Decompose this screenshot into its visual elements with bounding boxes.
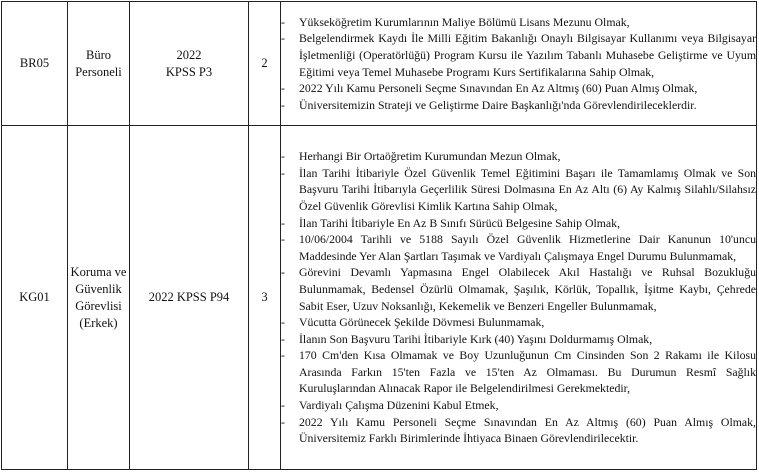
requirement-item: - 170 Cm'den Kısa Olmamak ve Boy Uzunluğunun Cm Cinsinden Son 2 Rakamı ile Kilosu Arasında Farkın 15'ten Fazla ve 15'ten Az Olmaması. Bu Durumun Resmî Sağlık Kuruluşlarından Alınacak Rapor ile Belgelendirilmesi Gerekmektedir, — [281, 347, 756, 397]
exam-type-cell — [130, 126, 249, 470]
requirement-item: - İlan Tarihi İtibariyle Özel Güvenlik Temel Eğitimini Başarı ile Tamamlamış Olmak ve Son Başvuru Tarihi İtibarıyla Geçerlilik Süresi Dolmasına En Az Altı (6) Ay Kalmış Silahlı/Silahsız Özel Güvenlik Görevlisi Kimlik Kartına Sahip Olmak, — [281, 165, 756, 215]
position-count-cell — [249, 126, 281, 470]
exam-type-line: KPSS P3 — [165, 64, 213, 79]
position-title-line: Koruma ve — [70, 264, 127, 279]
table-row-br05 — [2, 2, 757, 126]
position-code-cell — [2, 2, 68, 126]
table-row-kg01 — [2, 126, 757, 470]
requirements-cell — [281, 126, 757, 470]
requirement-item: - 10/06/2004 Tarihli ve 5188 Sayılı Özel Güvenlik Hizmetlerine Dair Kanunun 10'uncu Maddesinde Yer Alan Şartları Taşımak ve Vardiyalı Çalışmaya Engel Durumu Bulunmamak, — [281, 231, 756, 264]
position-title-line: Personeli — [75, 64, 122, 79]
requirement-item: - Üniversitemizin Strateji ve Geliştirme Daire Başkanlığı'nda Görevlendirileceklerdir. — [281, 97, 756, 114]
requirements-cell — [281, 2, 757, 126]
exam-type-line: 2022 KPSS P94 — [148, 290, 230, 304]
position-title-line: Büro — [86, 47, 111, 62]
requirement-item: - 2022 Yılı Kamu Personeli Seçme Sınavından En Az Altmış (60) Puan Almış Olmak, Üniversitemiz Farklı Birimlerinde İhtiyaca Binaen Görevlendirilecektir. — [281, 414, 756, 447]
position-code: BR05 — [19, 56, 50, 70]
requirements-list — [281, 14, 756, 114]
exam-type-cell — [130, 2, 249, 126]
requirement-item: - Vardiyalı Çalışma Düzenini Kabul Etmek, — [281, 397, 756, 414]
requirement-item: - İlan Tarihi İtibariyle En Az B Sınıfı Sürücü Belgesine Sahip Olmak, — [281, 215, 756, 232]
requirement-item: - 2022 Yılı Kamu Personeli Seçme Sınavından En Az Altmış (60) Puan Almış Olmak, — [281, 80, 756, 97]
position-count-cell — [249, 2, 281, 126]
exam-type-line: 2022 — [176, 47, 202, 62]
position-count: 2 — [261, 56, 268, 70]
position-count: 3 — [261, 290, 268, 304]
requirement-item: - İlanın Son Başvuru Tarihi İtibariyle Kırk (40) Yaşını Doldurmamış Olmak, — [281, 331, 756, 348]
requirement-item: - Vücutta Görünecek Şekilde Dövmesi Bulunmamak, — [281, 314, 756, 331]
position-title-cell — [68, 126, 130, 470]
position-title-cell — [68, 2, 130, 126]
position-title-line: (Erkek) — [79, 315, 118, 330]
requirement-item: - Herhangi Bir Ortaöğretim Kurumundan Mezun Olmak, — [281, 148, 756, 165]
requirement-item: - Belgelendirmek Kaydı İle Milli Eğitim Bakanlığı Onaylı Bilgisayar Kullanımı veya Bilgisayar İşletmenliği (Operatörlüğü) Program Kursu ile Yazılım Tabanlı Muhasebe Geliştirme ve Uyum Eğitimi veya Temel Muhasebe Programı Kurs Sertifikalarına Sahip Olmak, — [281, 30, 756, 80]
requirement-item: - Görevini Devamlı Yapmasına Engel Olabilecek Akıl Hastalığı ve Ruhsal Bozukluğu Bulunmamak, Bedensel Özürlü Olmamak, Şaşılık, Körlük, Topallık, İşitme Kaybı, Çehrede Sabit Eser, Uzuv Noksanlığı, Kekemelik ve Benzeri Engeller Bulunmamak, — [281, 264, 756, 314]
requirements-list — [281, 148, 756, 447]
position-title-line: Güvenlik — [75, 281, 122, 296]
position-title-line: Görevlisi — [75, 298, 122, 313]
position-code-cell — [2, 126, 68, 470]
position-code: KG01 — [19, 290, 50, 304]
requirement-item: - Yükseköğretim Kurumlarının Maliye Bölümü Lisans Mezunu Olmak, — [281, 14, 756, 31]
requirements-table — [1, 1, 757, 470]
